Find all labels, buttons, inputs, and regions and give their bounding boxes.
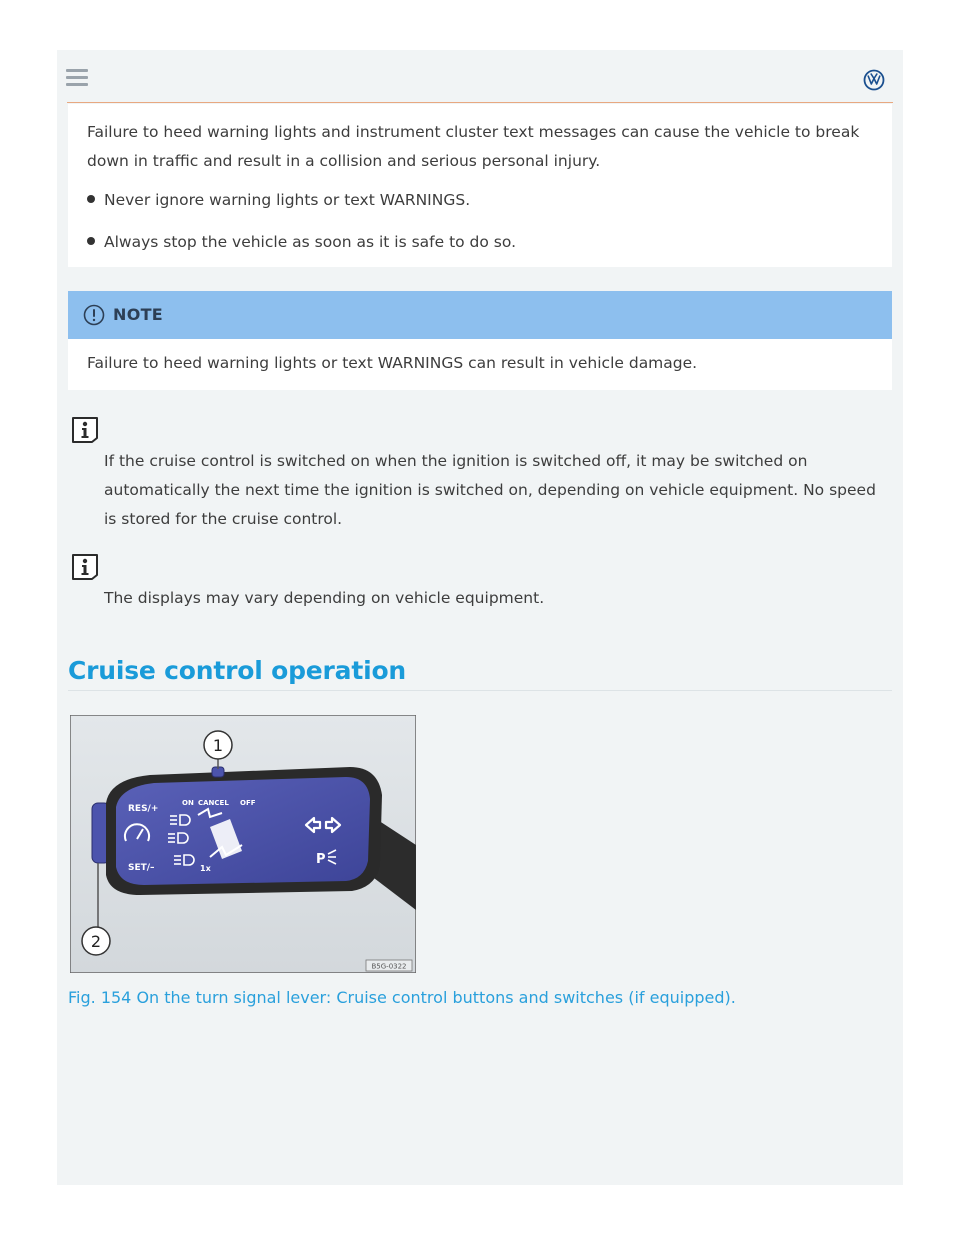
callout-2-label: 2 xyxy=(90,932,102,951)
top-bar xyxy=(57,50,903,102)
info-text: If the cruise control is switched on when the ignition is switched off, it may be switched on automatically the next time the ignition is switched on, depending on vehicle equipment. No speed is stored for the cruise control. xyxy=(104,452,876,528)
exclamation-circle-icon xyxy=(83,304,105,326)
figure-caption: Fig. 154 On the turn signal lever: Cruise control buttons and switches (if equipped). xyxy=(68,988,736,1007)
one-time-label: 1x xyxy=(200,864,211,873)
note-body xyxy=(68,339,892,390)
parking-label: P xyxy=(316,852,326,867)
list-item xyxy=(87,191,470,209)
info-text: The displays may vary depending on vehicle equipment. xyxy=(104,589,545,607)
cancel-label: CANCEL xyxy=(198,799,229,807)
off-label: OFF xyxy=(240,799,256,807)
callout-1-label: 1 xyxy=(212,736,224,755)
res-label: RES/+ xyxy=(128,804,159,814)
section-divider xyxy=(68,690,892,691)
note-header xyxy=(68,291,892,339)
set-label: SET/– xyxy=(128,863,155,873)
menu-icon[interactable] xyxy=(66,69,88,87)
figure-code: B5G-0322 xyxy=(371,962,407,971)
note-label: NOTE xyxy=(113,305,164,324)
warning-paragraph: Failure to heed warning lights and instrument cluster text messages can cause the vehicle to break down in traffic and result in a collision and serious personal injury. xyxy=(87,123,860,170)
section-title: Cruise control operation xyxy=(68,656,407,685)
note-text: Failure to heed warning lights or text WARNINGS can result in vehicle damage. xyxy=(87,354,698,372)
on-label: ON xyxy=(182,799,194,807)
list-item xyxy=(87,233,516,251)
header-divider xyxy=(67,102,893,103)
bullet-icon xyxy=(87,195,95,203)
cruise-control-lever-figure xyxy=(70,715,416,973)
bullet-text: Never ignore warning lights or text WARNINGS. xyxy=(104,191,471,209)
warning-box xyxy=(68,104,892,267)
vw-logo-icon[interactable] xyxy=(863,69,885,91)
info-icon xyxy=(70,552,100,582)
info-icon xyxy=(70,415,100,445)
bullet-icon xyxy=(87,237,95,245)
bullet-text: Always stop the vehicle as soon as it is safe to do so. xyxy=(104,233,517,251)
